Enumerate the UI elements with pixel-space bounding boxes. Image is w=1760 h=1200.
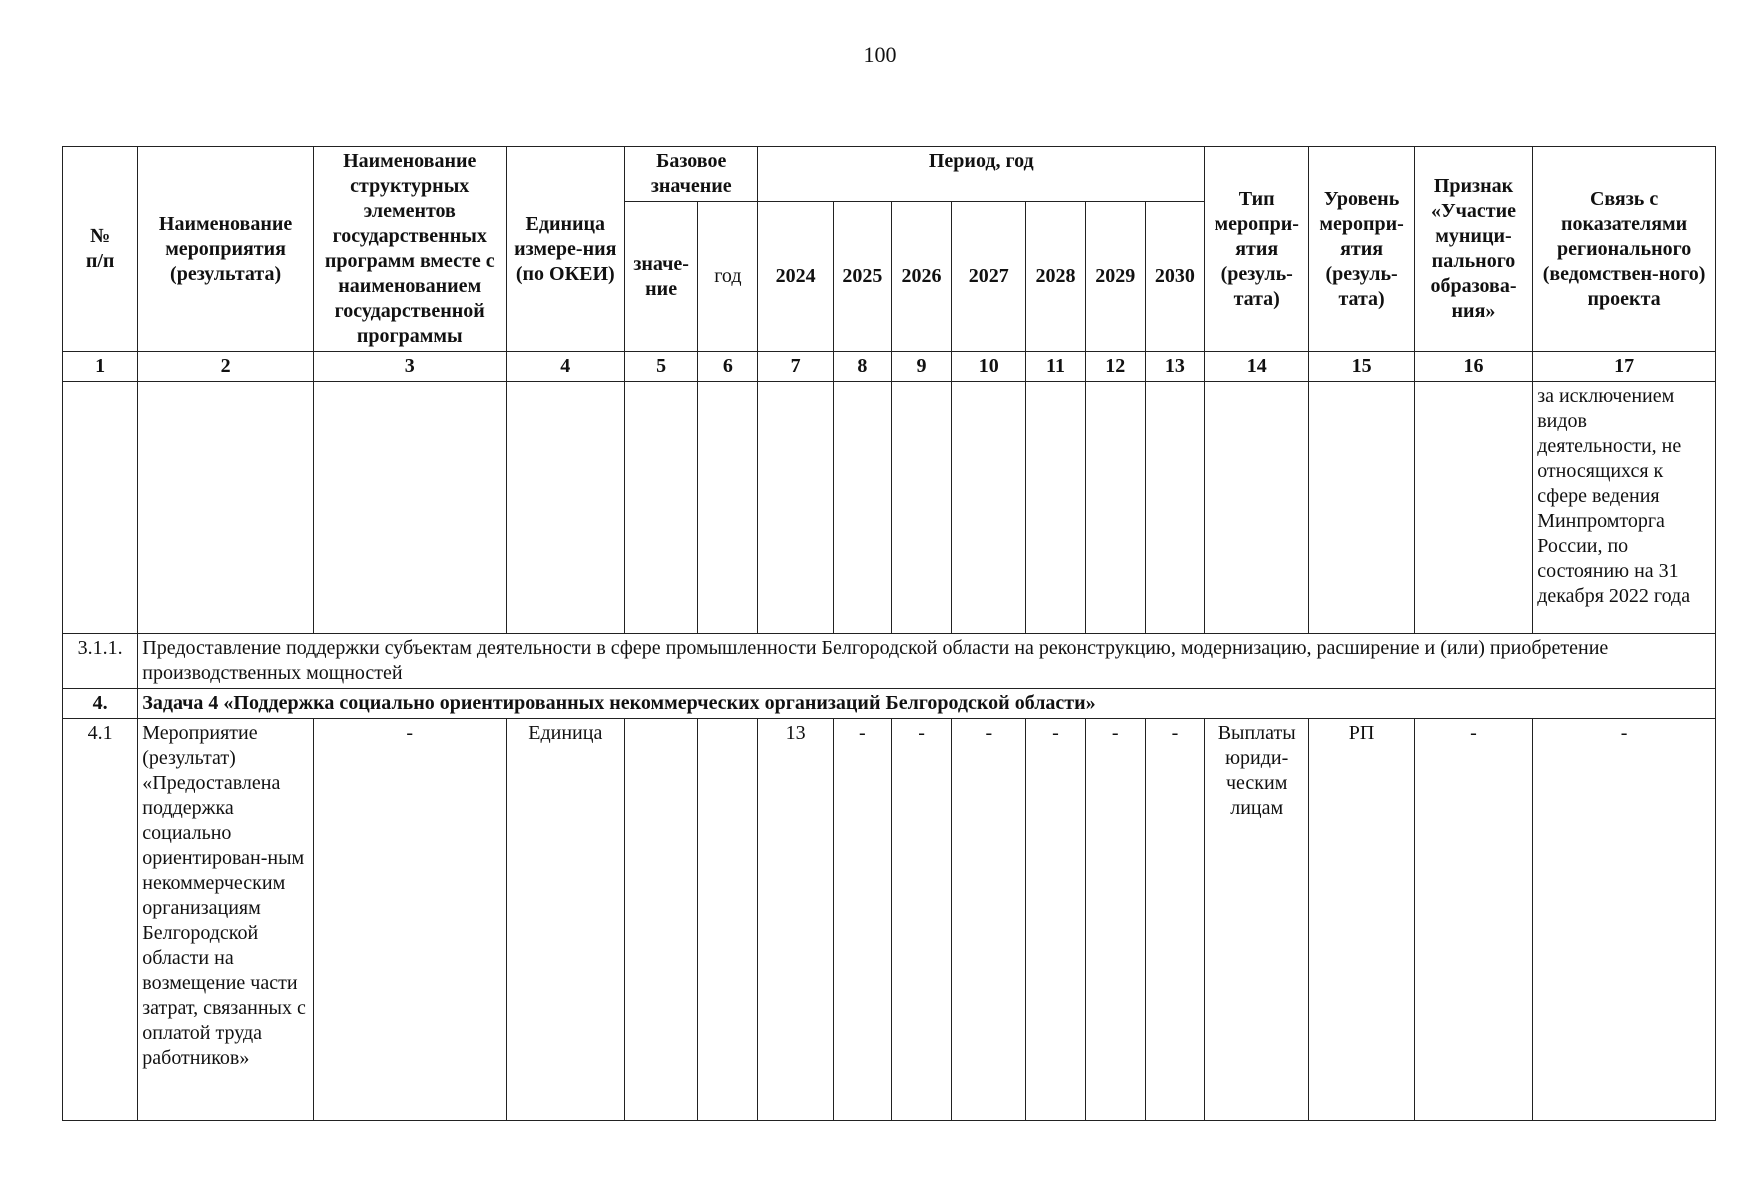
empty-cell [891, 382, 951, 634]
col-num-2: 2 [138, 352, 314, 382]
empty-cell [138, 382, 314, 634]
row-4-1-type: Выплаты юриди-ческим лицам [1205, 719, 1309, 1121]
header-unit: Единица измере-ния (по ОКЕИ) [506, 147, 624, 352]
col-num-11: 11 [1026, 352, 1085, 382]
program-table [62, 146, 1716, 1121]
row-4-1-value-2027: - [952, 719, 1026, 1121]
col-num-1: 1 [63, 352, 138, 382]
row-4-1-value-2028: - [1026, 719, 1085, 1121]
row-3-1-1-text: Предоставление поддержки субъектам деятельности в сфере промышленности Белгородской области на реконструкцию, модернизацию, расширение и (или) приобретение производственных мощностей [138, 634, 1716, 689]
col-num-3: 3 [313, 352, 506, 382]
empty-cell [1085, 382, 1145, 634]
empty-cell [952, 382, 1026, 634]
col-num-10: 10 [952, 352, 1026, 382]
row-4-1-link: - [1533, 719, 1716, 1121]
empty-cell [833, 382, 891, 634]
row-3-1-1-num: 3.1.1. [63, 634, 138, 689]
empty-cell [313, 382, 506, 634]
row-4-1-base-value [625, 719, 698, 1121]
empty-cell [758, 382, 833, 634]
col-num-14: 14 [1205, 352, 1309, 382]
empty-cell [1145, 382, 1204, 634]
empty-cell [1205, 382, 1309, 634]
empty-cell [625, 382, 698, 634]
row-4-1-value-2030: - [1145, 719, 1204, 1121]
empty-cell [1414, 382, 1532, 634]
continuation-row [63, 382, 1716, 634]
col-num-5: 5 [625, 352, 698, 382]
header-level: Уровень меропри-ятия (резуль-тата) [1309, 147, 1414, 352]
header-struct: Наименование структурных элементов государственных программ вместе с наименованием государственной программы [313, 147, 506, 352]
row-4-1 [63, 719, 1716, 1121]
row-4-1-base-year [698, 719, 758, 1121]
header-type: Тип меропри-ятия (резуль-тата) [1205, 147, 1309, 352]
row-4-1-value-2024: 13 [758, 719, 833, 1121]
col-num-16: 16 [1414, 352, 1532, 382]
row-4-text: Задача 4 «Поддержка социально ориентированных некоммерческих организаций Белгородской области» [138, 689, 1716, 719]
row-4-1-name: Мероприятие (результат) «Предоставлена поддержка социально ориентирован-ным некоммерческим организациям Белгородской области на возмещение части затрат, связанных с оплатой труда работников» [138, 719, 314, 1121]
empty-cell [698, 382, 758, 634]
empty-cell [506, 382, 624, 634]
row-3-1-1 [63, 634, 1716, 689]
row-4 [63, 689, 1716, 719]
continuation-link-text: за исключением видов деятельности, не относящихся к сфере ведения Минпромторга России, по состоянию на 31 декабря 2022 года [1533, 382, 1716, 634]
col-num-6: 6 [698, 352, 758, 382]
empty-cell [63, 382, 138, 634]
row-4-1-value-2026: - [891, 719, 951, 1121]
row-4-num: 4. [63, 689, 138, 719]
col-num-15: 15 [1309, 352, 1414, 382]
header-year-2025: 2025 [833, 202, 891, 352]
header-base: Базовое значение [625, 147, 758, 202]
row-4-1-value-2029: - [1085, 719, 1145, 1121]
header-base-year: год [698, 202, 758, 352]
header-name: Наименование мероприятия (результата) [138, 147, 314, 352]
col-num-12: 12 [1085, 352, 1145, 382]
col-num-17: 17 [1533, 352, 1716, 382]
header-municipal: Признак «Участие муници-пального образова-ния» [1414, 147, 1532, 352]
col-num-4: 4 [506, 352, 624, 382]
header-link: Связь с показателями регионального (ведомствен-ного) проекта [1533, 147, 1716, 352]
header-year-2030: 2030 [1145, 202, 1204, 352]
row-4-1-unit: Единица [506, 719, 624, 1121]
col-num-9: 9 [891, 352, 951, 382]
column-number-row [63, 352, 1716, 382]
row-4-1-struct: - [313, 719, 506, 1121]
row-4-1-value-2025: - [833, 719, 891, 1121]
row-4-1-level: РП [1309, 719, 1414, 1121]
row-4-1-num: 4.1 [63, 719, 138, 1121]
col-num-7: 7 [758, 352, 833, 382]
header-year-2026: 2026 [891, 202, 951, 352]
header-num: № п/п [63, 147, 138, 352]
header-year-2027: 2027 [952, 202, 1026, 352]
empty-cell [1026, 382, 1085, 634]
header-period: Период, год [758, 147, 1205, 202]
header-year-2028: 2028 [1026, 202, 1085, 352]
header-year-2029: 2029 [1085, 202, 1145, 352]
header-base-value: значе-ние [625, 202, 698, 352]
col-num-13: 13 [1145, 352, 1204, 382]
row-4-1-municipal: - [1414, 719, 1532, 1121]
page-number: 100 [863, 42, 897, 67]
col-num-8: 8 [833, 352, 891, 382]
header-year-2024: 2024 [758, 202, 833, 352]
empty-cell [1309, 382, 1414, 634]
header-row-top [63, 147, 1716, 202]
